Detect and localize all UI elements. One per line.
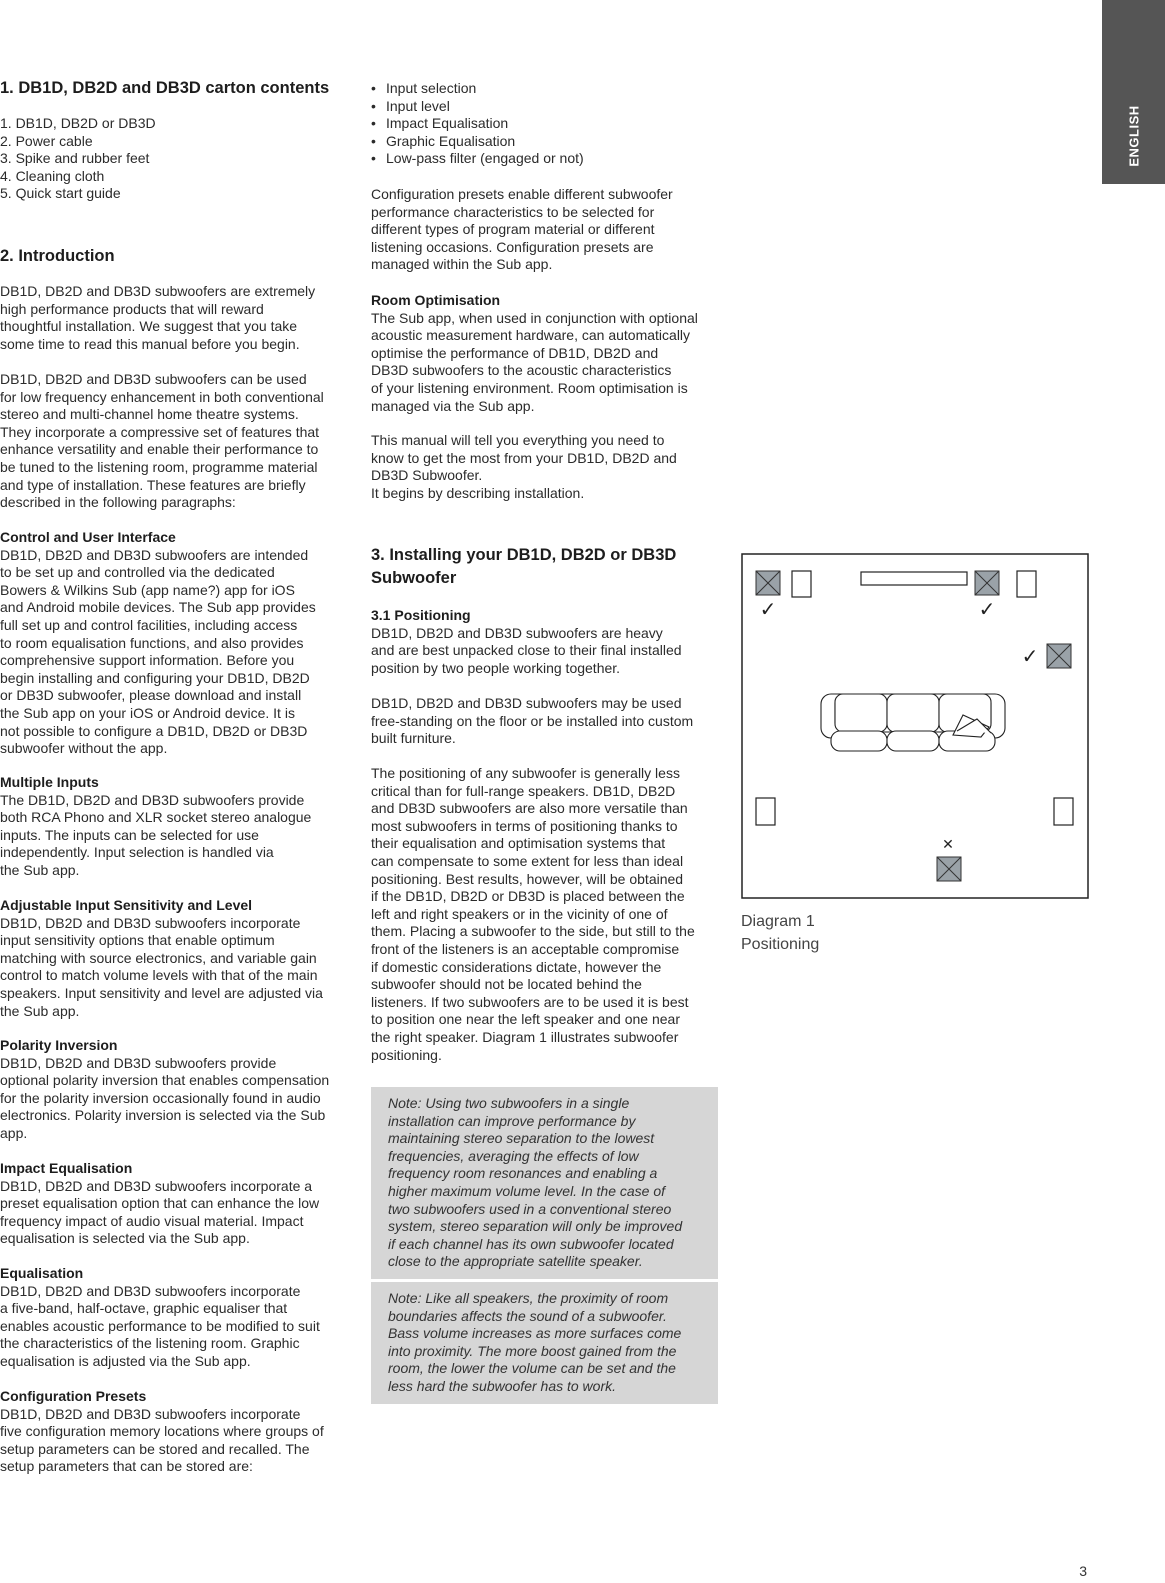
multiple-inputs-title: Multiple Inputs [0, 774, 99, 790]
impact-equalisation-title: Impact Equalisation [0, 1160, 133, 1176]
text-line: for low frequency enhancement in both conventional [0, 388, 324, 405]
text-line: managed within the Sub app. [371, 256, 553, 273]
subwoofer-rear [937, 857, 961, 881]
text-line: room, the lower the volume can be set and the [388, 1360, 676, 1377]
text-line: app. [0, 1124, 28, 1141]
text-line: DB1D, DB2D and DB3D subwoofers can be used [0, 371, 307, 387]
section-2-title: 2. Introduction [0, 247, 115, 265]
check-mark-side-right: ✓ [1021, 644, 1039, 668]
equalisation-section [0, 1265, 350, 1371]
control-interface-title: Control and User Interface [0, 529, 176, 545]
text-line: front of the listeners is an acceptable compromise [371, 940, 680, 957]
text-line: The Sub app, when used in conjunction with optional [371, 309, 698, 326]
carton-item: 2. Power cable [0, 132, 93, 149]
text-line: DB3D Subwoofer. [371, 467, 483, 484]
text-line: position by two people working together. [371, 659, 621, 676]
text-line: frequencies, averaging the effects of low [388, 1147, 639, 1164]
text-line: performance characteristics to be selected for [371, 203, 655, 220]
text-line: positioning. [371, 1046, 442, 1063]
text-line: DB1D, DB2D and DB3D subwoofers provide [0, 1054, 277, 1071]
text-line: DB1D, DB2D and DB3D subwoofers incorporate [0, 1282, 301, 1299]
text-line: listening occasions. Configuration presets are [371, 238, 654, 255]
configuration-presets-title: Configuration Presets [0, 1388, 147, 1404]
list-item: • Impact Equalisation [371, 115, 509, 132]
text-line: subwoofer should not be located behind the [371, 976, 642, 993]
section-1-title: 1. DB1D, DB2D and DB3D carton contents [0, 79, 330, 97]
text-line: DB1D, DB2D and DB3D subwoofers may be used [371, 695, 682, 711]
text-line: electronics. Polarity inversion is selected via the Sub [0, 1107, 326, 1124]
carton-item: 3. Spike and rubber feet [0, 150, 150, 167]
text-line: their equalisation and optimisation systems that [371, 835, 666, 852]
polarity-inversion-title: Polarity Inversion [0, 1037, 118, 1053]
input-sensitivity-section [0, 897, 350, 1020]
section-3-title [371, 544, 676, 590]
text-line: DB1D, DB2D and DB3D subwoofers incorporate [0, 914, 301, 931]
check-mark-front-right: ✓ [978, 597, 996, 621]
text-line: the Sub app on your iOS or Android device. It is [0, 704, 295, 721]
text-line: into proximity. The more boost gained from the [388, 1342, 677, 1359]
text-line: the characteristics of the listening room. Graphic [0, 1335, 300, 1352]
text-line: to room equalisation functions, and also provides [0, 634, 304, 651]
text-line: positioning. Best results, however, will be obtained [371, 870, 684, 887]
text-line: Note: Using two subwoofers in a single [388, 1095, 630, 1111]
text-line: critical than for full-range speakers. DB1D, DB2D [371, 782, 676, 799]
text-line: if each channel has its own subwoofer located [388, 1235, 674, 1252]
text-line: less hard the subwoofer has to work. [388, 1377, 617, 1394]
language-tab-label: ENGLISH [1126, 105, 1141, 167]
subwoofer-side-right [1047, 644, 1071, 668]
text-line: acoustic measurement hardware, can automatically [371, 327, 691, 344]
text-line: thoughtful installation. We suggest that you take [0, 318, 298, 335]
text-line: left and right speakers or in the vicinity of one of [371, 905, 668, 922]
subwoofer-front-left [756, 571, 780, 595]
title-line: 3. Installing your DB1D, DB2D or DB3D [371, 546, 677, 564]
note-room-boundaries [371, 1282, 718, 1404]
sofa [821, 694, 1005, 751]
text-line: subwoofer without the app. [0, 740, 168, 757]
polarity-inversion-section [0, 1037, 350, 1143]
text-line: input sensitivity options that enable optimum [0, 932, 275, 949]
carton-item: 1. DB1D, DB2D or DB3D [0, 115, 156, 131]
speaker-front-right [1017, 571, 1036, 597]
text-line: frequency impact of audio visual material. Impact [0, 1212, 304, 1229]
text-line: frequency room resonances and enabling a [388, 1165, 658, 1182]
text-line: described in the following paragraphs: [0, 494, 236, 511]
diagram-caption [741, 910, 819, 956]
note-two-subwoofers [371, 1087, 718, 1279]
preset-parameters-list [371, 80, 718, 168]
text-line: optional polarity inversion that enables compensation [0, 1072, 330, 1089]
input-sensitivity-title: Adjustable Input Sensitivity and Level [0, 897, 253, 913]
text-line: setup parameters that can be stored are: [0, 1458, 253, 1475]
text-line: speakers. Input sensitivity and level are adjusted via [0, 984, 323, 1001]
text-line: managed via the Sub app. [371, 397, 535, 414]
positioning-paragraph-2 [371, 695, 718, 748]
text-line: preset equalisation option that can enhance the low [0, 1195, 320, 1212]
title-line: Subwoofer [371, 569, 457, 587]
speaker-rear-right [1054, 798, 1073, 825]
text-line: can compensate to some extent for less than ideal [371, 852, 684, 869]
text-line: This manual will tell you everything you need to [371, 432, 665, 448]
text-line: and are best unpacked close to their final installed [371, 642, 682, 659]
text-line: DB1D, DB2D and DB3D subwoofers are intended [0, 546, 309, 563]
caption-line: Positioning [741, 936, 820, 953]
positioning-diagram [741, 553, 1089, 899]
list-item: • Input level [371, 97, 450, 114]
text-line: setup parameters can be stored and recalled. The [0, 1440, 310, 1457]
text-line: the right speaker. Diagram 1 illustrates subwoofer [371, 1028, 679, 1045]
text-line: of your listening environment. Room optimisation is [371, 379, 688, 396]
tv-screen [861, 572, 967, 585]
text-line: listeners. If two subwoofers are to be used it is best [371, 993, 689, 1010]
text-line: boundaries affects the sound of a subwoofer. [388, 1307, 667, 1324]
text-line: Configuration presets enable different subwoofer [371, 186, 673, 202]
text-line: if the DB1D, DB2D or DB3D is placed between the [371, 888, 685, 905]
carton-item: 4. Cleaning cloth [0, 167, 105, 184]
page-number: 3 [1079, 1563, 1087, 1579]
equalisation-title: Equalisation [0, 1265, 84, 1281]
text-line: the Sub app. [0, 1002, 80, 1019]
text-line: DB1D, DB2D and DB3D subwoofers are heavy [371, 624, 663, 641]
text-line: close to the appropriate satellite speaker. [388, 1253, 643, 1270]
speaker-rear-left [756, 798, 775, 825]
list-item: • Low-pass filter (engaged or not) [371, 150, 584, 167]
text-line: the Sub app. [0, 861, 80, 878]
text-line: Note: Like all speakers, the proximity of room [388, 1290, 669, 1306]
text-line: Bowers & Wilkins Sub (app name?) app for iOS [0, 581, 295, 598]
text-line: The DB1D, DB2D and DB3D subwoofers provide [0, 791, 305, 808]
text-line: The positioning of any subwoofer is generally less [371, 765, 680, 781]
speaker-front-left [792, 571, 811, 597]
text-line: some time to read this manual before you begin. [0, 335, 300, 352]
text-line: They incorporate a compressive set of features that [0, 423, 320, 440]
intro-paragraph-1 [0, 283, 350, 353]
text-line: most subwoofers in terms of positioning thanks to [371, 817, 678, 834]
manual-intro-paragraph [371, 432, 718, 502]
text-line: be tuned to the listening room, programme material [0, 458, 318, 475]
text-line: to position one near the left speaker and one near [371, 1011, 680, 1028]
configuration-presets-paragraph [371, 186, 718, 274]
carton-item: 5. Quick start guide [0, 185, 121, 202]
language-tab [1102, 0, 1165, 184]
text-line: five configuration memory locations where groups of [0, 1423, 324, 1440]
text-line: equalisation is adjusted via the Sub app. [0, 1352, 251, 1369]
list-item: • Graphic Equalisation [371, 132, 516, 149]
text-line: and Android mobile devices. The Sub app provides [0, 599, 316, 616]
text-line: DB1D, DB2D and DB3D subwoofers incorporate [0, 1405, 301, 1422]
positioning-title: 3.1 Positioning [371, 607, 471, 623]
text-line: for the polarity inversion occasionally found in audio [0, 1089, 321, 1106]
text-line: inputs. The inputs can be selected for use [0, 826, 259, 843]
text-line: Bass volume increases as more surfaces come [388, 1325, 682, 1342]
text-line: not possible to configure a DB1D, DB2D or DB3D [0, 722, 308, 739]
text-line: if domestic considerations dictate, however the [371, 958, 662, 975]
text-line: stereo and multi-channel home theatre systems. [0, 406, 299, 423]
text-line: full set up and control facilities, including access [0, 616, 298, 633]
text-line: and type of installation. These features are briefly [0, 476, 306, 493]
positioning-section [371, 607, 718, 677]
text-line: DB1D, DB2D and DB3D subwoofers incorporate a [0, 1177, 313, 1194]
list-item: • Input selection [371, 80, 477, 96]
configuration-presets-section [0, 1388, 350, 1476]
caption-line: Diagram 1 [741, 913, 815, 930]
text-line: both RCA Phono and XLR socket stereo analogue [0, 809, 312, 826]
impact-equalisation-section [0, 1160, 350, 1248]
text-line: free-standing on the floor or be installed into custom [371, 712, 694, 729]
cross-mark-rear: ✕ [942, 837, 954, 853]
text-line: two subwoofers used in a conventional stereo [388, 1200, 672, 1217]
text-line: system, stereo separation will only be improved [388, 1218, 683, 1235]
room-optimisation-title: Room Optimisation [371, 292, 501, 308]
text-line: and DB3D subwoofers are also more versatile than [371, 800, 688, 817]
text-line: DB3D subwoofers to the acoustic characteristics [371, 362, 672, 379]
text-line: installation can improve performance by [388, 1112, 636, 1129]
positioning-paragraph-3 [371, 765, 718, 1064]
text-line: to be set up and controlled via the dedicated [0, 564, 275, 581]
text-line: DB1D, DB2D and DB3D subwoofers are extremely [0, 283, 316, 299]
text-line: them. Placing a subwoofer to the side, but still to the [371, 923, 695, 940]
text-line: optimise the performance of DB1D, DB2D and [371, 344, 659, 361]
text-line: different types of program material or different [371, 221, 655, 238]
text-line: equalisation is selected via the Sub app. [0, 1230, 250, 1247]
text-line: higher maximum volume level. In the case of [388, 1182, 666, 1199]
text-line: know to get the most from your DB1D, DB2D and [371, 449, 677, 466]
text-line: maintaining stereo separation to the lowest [388, 1130, 655, 1147]
text-line: It begins by describing installation. [371, 484, 585, 501]
control-interface-section [0, 529, 350, 758]
text-line: built furniture. [371, 730, 456, 747]
text-line: or DB3D subwoofer, please download and install [0, 687, 302, 704]
text-line: independently. Input selection is handled via [0, 844, 274, 861]
room-optimisation-section [371, 292, 718, 415]
text-line: control to match volume levels with that of the main [0, 967, 318, 984]
text-line: matching with source electronics, and variable gain [0, 949, 317, 966]
text-line: high performance products that will reward [0, 300, 264, 317]
text-line: enhance versatility and enable their performance to [0, 441, 319, 458]
carton-contents-list [0, 115, 350, 203]
text-line: a five-band, half-octave, graphic equaliser that [0, 1300, 288, 1317]
subwoofer-front-right [975, 571, 999, 595]
intro-paragraph-2 [0, 371, 350, 512]
text-line: comprehensive support information. Before you [0, 652, 295, 669]
multiple-inputs-section [0, 774, 350, 880]
text-line: begin installing and configuring your DB1D, DB2D [0, 669, 310, 686]
text-line: enables acoustic performance to be modified to suit [0, 1317, 320, 1334]
check-mark-front-left: ✓ [759, 597, 777, 621]
